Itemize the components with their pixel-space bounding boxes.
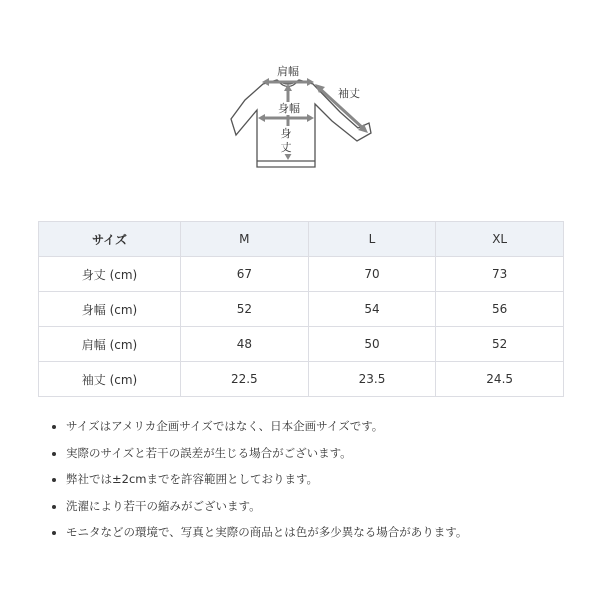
row-label: 身丈 (cm) xyxy=(39,257,181,292)
note-item: • モニタなどの環境で、写真と実際の商品とは色が多少異なる場合があります。 xyxy=(66,524,586,540)
note-item: • 弊社では±2cmまでを許容範囲としております。 xyxy=(66,471,586,487)
size-table xyxy=(38,221,564,397)
note-item: • サイズはアメリカ企画サイズではなく、日本企画サイズです。 xyxy=(66,418,586,434)
label-width: 身幅 xyxy=(278,102,300,115)
label-shoulder: 肩幅 xyxy=(277,65,299,78)
label-length-1: 身 xyxy=(280,127,292,140)
shirt-measurement-diagram xyxy=(218,55,388,180)
table-cell: 56 xyxy=(436,292,564,327)
table-cell: 73 xyxy=(436,257,564,292)
table-cell: 52 xyxy=(436,327,564,362)
table-cell: 54 xyxy=(308,292,436,327)
note-item: • 実際のサイズと若干の誤差が生じる場合がございます。 xyxy=(66,445,586,461)
table-cell: 22.5 xyxy=(181,362,309,397)
table-cell: 70 xyxy=(308,257,436,292)
column-header: L xyxy=(308,222,436,257)
table-row xyxy=(39,292,564,327)
table-row xyxy=(39,327,564,362)
label-sleeve: 袖丈 xyxy=(338,87,360,100)
table-cell: 52 xyxy=(181,292,309,327)
table-cell: 50 xyxy=(308,327,436,362)
column-header: M xyxy=(181,222,309,257)
table-row xyxy=(39,257,564,292)
notes-list xyxy=(38,418,586,551)
table-cell: 24.5 xyxy=(436,362,564,397)
table-cell: 67 xyxy=(181,257,309,292)
row-label: 袖丈 (cm) xyxy=(39,362,181,397)
column-header: サイズ xyxy=(39,222,181,257)
row-label: 肩幅 (cm) xyxy=(39,327,181,362)
table-cell: 23.5 xyxy=(308,362,436,397)
column-header: XL xyxy=(436,222,564,257)
table-header-row xyxy=(39,222,564,257)
row-label: 身幅 (cm) xyxy=(39,292,181,327)
table-row xyxy=(39,362,564,397)
table-cell: 48 xyxy=(181,327,309,362)
label-length-2: 丈 xyxy=(280,141,292,154)
note-item: • 洗濯により若干の縮みがございます。 xyxy=(66,498,586,514)
shirt-svg xyxy=(218,55,388,180)
